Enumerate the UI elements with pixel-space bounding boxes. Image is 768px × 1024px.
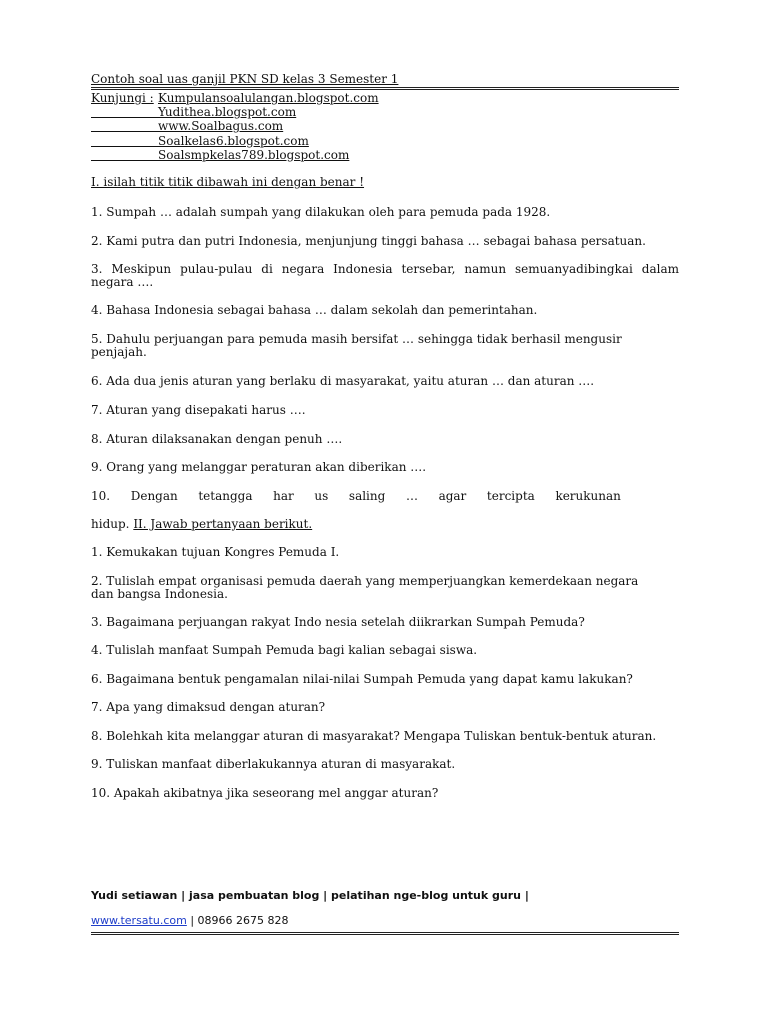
link-line-1 xyxy=(91,91,679,105)
link-yudithea[interactable]: Yudithea.blogspot.com xyxy=(158,105,297,120)
s2-question-8: 8. Bolehkah kita melanggar aturan di masyarakat? Mengapa Tuliskan bentuk-bentuk aturan. xyxy=(91,728,657,743)
s1-question-9: 9. Orang yang melanggar peraturan akan diberikan …. xyxy=(91,459,427,474)
q10-word: tetangga xyxy=(198,488,253,503)
link-line-2 xyxy=(91,105,679,119)
footer xyxy=(91,889,679,935)
document-title: Contoh soal uas ganjil PKN SD kelas 3 Semester 1 xyxy=(91,72,399,86)
s1-question-6: 6. Ada dua jenis aturan yang berlaku di masyarakat, yaitu aturan … dan aturan …. xyxy=(91,373,595,388)
q10-word: 10. xyxy=(91,488,111,503)
visit-label: Kunjungi : xyxy=(91,91,154,105)
link-soalbagus[interactable]: www.Soalbagus.com xyxy=(158,119,284,134)
s2-question-4: 4. Tulislah manfaat Sumpah Pemuda bagi kalian sebagai siswa. xyxy=(91,642,478,657)
s2-question-1: 1. Kemukakan tujuan Kongres Pemuda I. xyxy=(91,544,340,559)
link-line-3 xyxy=(91,119,679,133)
q10-word: us xyxy=(314,488,329,503)
s1-question-2: 2. Kami putra dan putri Indonesia, menjunjung tinggi bahasa … sebagai bahasa persatuan. xyxy=(91,233,646,248)
blank-rule xyxy=(91,134,158,147)
s2-question-2: 2. Tulislah empat organisasi pemuda daerah yang memperjuangkan kemerdekaan negara dan bangsa Indonesia. xyxy=(91,573,639,601)
q10-continuation xyxy=(91,518,679,531)
q10-word: saling xyxy=(348,488,386,503)
s1-question-5: 5. Dahulu perjuangan para pemuda masih bersifat … sehingga tidak berhasil mengusir penjajah. xyxy=(91,331,622,359)
s1-question-8: 8. Aturan dilaksanakan dengan penuh …. xyxy=(91,431,343,446)
blank-rule xyxy=(91,119,158,132)
footer-website-link[interactable]: www.tersatu.com xyxy=(91,914,187,927)
link-line-4 xyxy=(91,134,679,148)
footer-double-rule xyxy=(91,932,679,935)
q10-word: tercipta xyxy=(486,488,535,503)
section1-heading: I. isilah titik titik dibawah ini dengan benar ! xyxy=(91,174,365,189)
blank-rule xyxy=(91,148,158,161)
q10-word: har xyxy=(273,488,294,503)
links-block xyxy=(91,91,679,162)
footer-phone: | 08966 2675 828 xyxy=(186,914,289,927)
q10-end: hidup. xyxy=(91,516,130,531)
title-double-rule xyxy=(91,87,679,90)
q10-word: … xyxy=(405,488,418,503)
s1-question-4: 4. Bahasa Indonesia sebagai bahasa … dalam sekolah dan pemerintahan. xyxy=(91,302,538,317)
s1-question-10 xyxy=(91,490,621,503)
s1-question-3: 3. Meskipun pulau-pulau di negara Indonesia tersebar, namun semuanyadibingkai dalam negara …. xyxy=(91,261,679,289)
link-soalkelas6[interactable]: Soalkelas6.blogspot.com xyxy=(158,133,309,148)
link-line-5 xyxy=(91,148,679,162)
blank-rule xyxy=(91,105,158,118)
s2-question-9: 9. Tuliskan manfaat diberlakukannya aturan di masyarakat. xyxy=(91,756,456,771)
q10-word: agar xyxy=(438,488,467,503)
document-page xyxy=(91,72,679,800)
q10-word: Dengan xyxy=(130,488,178,503)
section2-heading: II. Jawab pertanyaan berikut. xyxy=(133,516,313,531)
s2-question-6: 6. Bagaimana bentuk pengamalan nilai-nilai Sumpah Pemuda yang dapat kamu lakukan? xyxy=(91,671,633,686)
footer-line1: Yudi setiawan | jasa pembuatan blog | pelatihan nge-blog untuk guru | xyxy=(91,889,529,902)
s2-question-3: 3. Bagaimana perjuangan rakyat Indo nesia setelah diikrarkan Sumpah Pemuda? xyxy=(91,614,585,629)
link-soalsmpkelas789[interactable]: Soalsmpkelas789.blogspot.com xyxy=(158,147,350,162)
q10-word: kerukunan xyxy=(555,488,621,503)
s1-question-7: 7. Aturan yang disepakati harus …. xyxy=(91,402,306,417)
footer-line2 xyxy=(91,914,679,928)
s2-question-7: 7. Apa yang dimaksud dengan aturan? xyxy=(91,699,326,714)
s2-question-10: 10. Apakah akibatnya jika seseorang mel anggar aturan? xyxy=(91,785,439,800)
link-kumpulansoal[interactable]: Kumpulansoalulangan.blogspot.com xyxy=(158,91,379,105)
s1-question-1: 1. Sumpah … adalah sumpah yang dilakukan oleh para pemuda pada 1928. xyxy=(91,204,551,219)
